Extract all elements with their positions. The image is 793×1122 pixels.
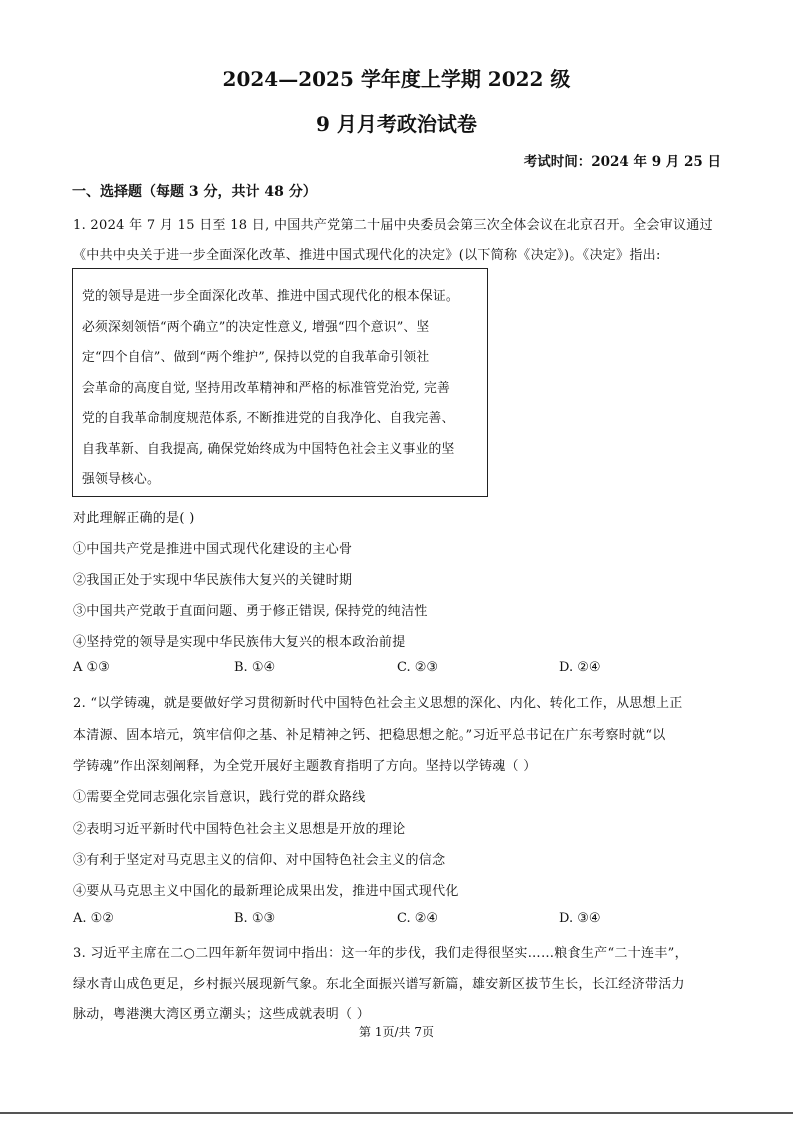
q1-quote-line: 党的自我革命制度规范体系, 不断推进党的自我净化、自我完善、 (82, 411, 455, 426)
exam-time: 考试时间：2024 年 9 月 25 日 (523, 154, 721, 170)
q1-item-4: ④坚持党的领导是实现中华民族伟大复兴的根本政治前提 (73, 635, 406, 650)
q1-item-1: ①中国共产党是推进中国式现代化建设的主心骨 (73, 542, 353, 557)
q1-stem-line: 《中共中央关于进一步全面深化改革、推进中国式现代化的决定》(以下简称《决定》)。《决定》指出: (73, 248, 661, 263)
q1-option-b: B. ①④ (234, 660, 276, 675)
q2-item-4: ④要从马克思主义中国化的最新理论成果出发，推进中国式现代化 (73, 884, 459, 899)
q1-item-2: ②我国正处于实现中华民族伟大复兴的关键时期 (73, 573, 353, 588)
q2-option-c: C. ②④ (397, 911, 439, 926)
section-title: 一、选择题（每题 3 分，共计 48 分） (72, 184, 317, 200)
q2-item-3: ③有利于坚定对马克思主义的信仰、对中国特色社会主义的信念 (73, 853, 446, 868)
exam-title-line2: 9 月月考政治试卷 (316, 112, 477, 136)
q3-stem-line: 脉动，粤港澳大湾区勇立潮头；这些成就表明（ ） (73, 1007, 371, 1022)
q3-stem-line: 3. 习近平主席在二○二四年新年贺词中指出：这一年的步伐，我们走得很坚实……粮食生产“二十连丰”， (73, 946, 688, 961)
q1-option-d: D. ②④ (559, 660, 601, 675)
q2-option-a: A. ①② (73, 911, 114, 926)
q2-item-1: ①需要全党同志强化宗旨意识，践行党的群众路线 (73, 790, 366, 805)
q1-quote-line: 定“四个自信”、做到“两个维护”, 保持以党的自我革命引领社 (82, 350, 430, 365)
q1-option-c: C. ②③ (397, 660, 439, 675)
q1-option-a: A ①③ (73, 660, 110, 675)
q2-option-d: D. ③④ (559, 911, 601, 926)
q1-stem-line: 1. 2024 年 7 月 15 日至 18 日, 中国共产党第二十届中央委员会第三次全体会议在北京召开。全会审议通过 (73, 218, 713, 233)
q1-quote-line: 党的领导是进一步全面深化改革、推进中国式现代化的根本保证。 (82, 289, 459, 304)
q2-stem-line: 本清源、固本培元，筑牢信仰之基、补足精神之钙、把稳思想之舵。”习近平总书记在广东考察时就“以 (73, 728, 666, 743)
q1-item-3: ③中国共产党敢于直面问题、勇于修正错误, 保持党的纯洁性 (73, 604, 428, 619)
page-number: 第 1页/共 7页 (359, 1025, 434, 1039)
q2-stem-line: 2. “以学铸魂，就是要做好学习贯彻新时代中国特色社会主义思想的深化、内化、转化工作，从思想上正 (73, 696, 683, 711)
q2-stem-line: 学铸魂”作出深刻阐释，为全党开展好主题教育指明了方向。坚持以学铸魂（ ） (73, 759, 537, 774)
q1-quote-line: 强领导核心。 (82, 472, 160, 487)
exam-title-line1: 2024—2025 学年度上学期 2022 级 (222, 67, 571, 91)
q3-stem-line: 绿水青山成色更足，乡村振兴展现新气象。东北全面振兴谱写新篇，雄安新区拔节生长，长江经济带活力 (73, 977, 685, 992)
q1-prompt: 对此理解正确的是( ) (73, 511, 195, 526)
q2-item-2: ②表明习近平新时代中国特色社会主义思想是开放的理论 (73, 822, 406, 837)
q1-quote-line: 必须深刻领悟“两个确立”的决定性意义, 增强“四个意识”、坚 (82, 320, 430, 335)
q1-quote-line: 自我革新、自我提高, 确保党始终成为中国特色社会主义事业的坚 (82, 442, 455, 457)
q1-quote-line: 会革命的高度自觉, 坚持用改革精神和严格的标准管党治党, 完善 (82, 381, 450, 396)
q2-option-b: B. ①③ (234, 911, 276, 926)
bottom-divider (0, 1112, 793, 1114)
